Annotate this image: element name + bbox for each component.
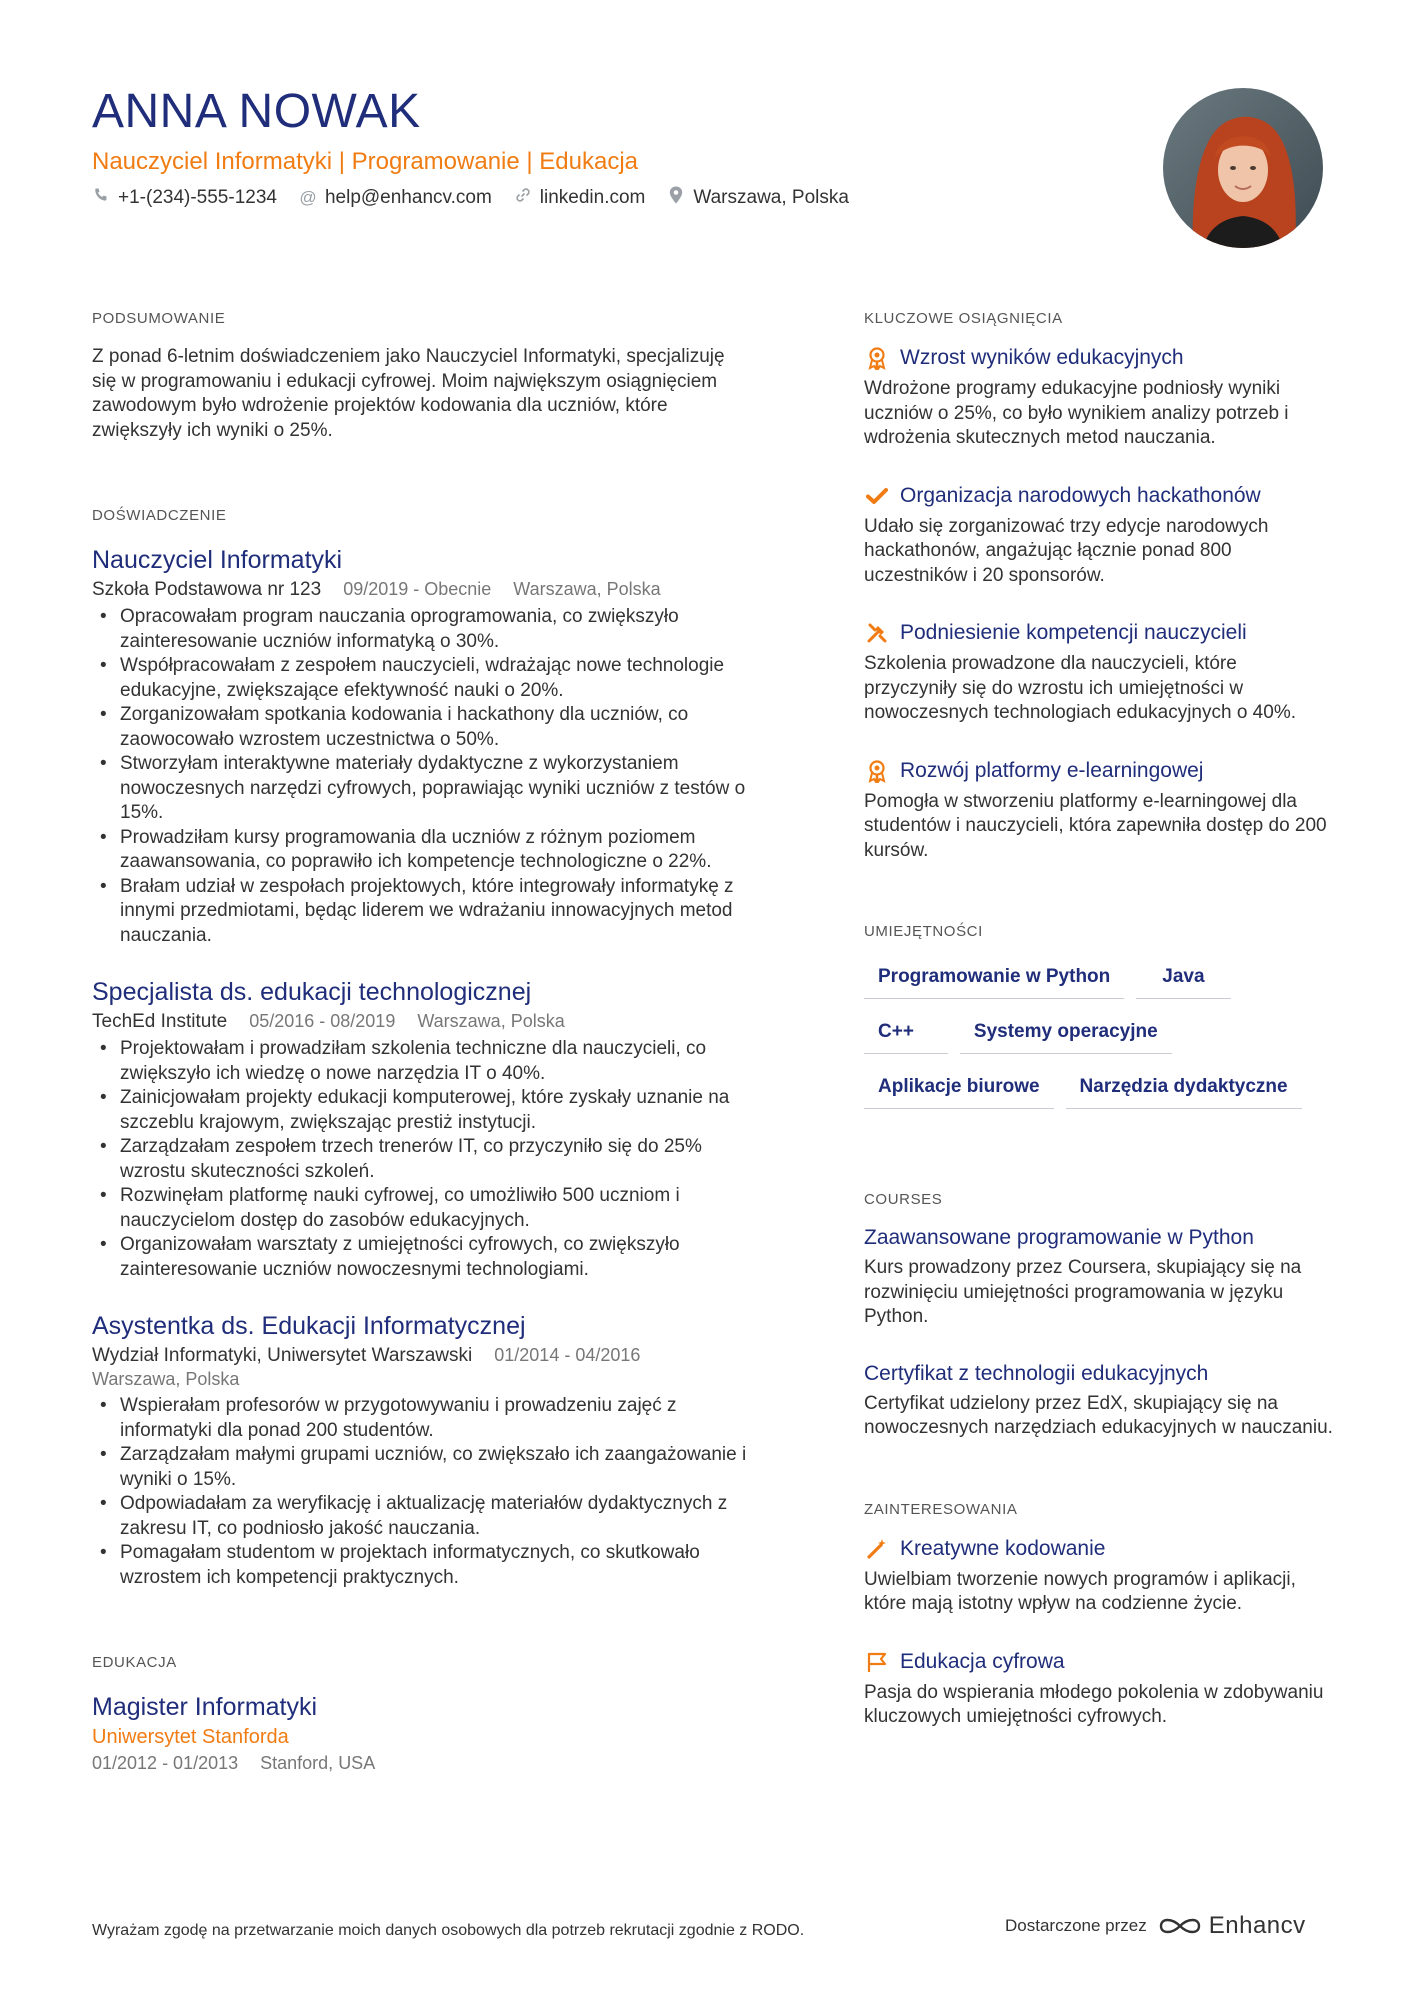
job-company: TechEd Institute xyxy=(92,1011,228,1032)
skill-tag: Programowanie w Python xyxy=(864,960,1124,999)
job-entry xyxy=(92,978,792,1282)
right-column xyxy=(864,310,1334,1762)
achievements-section xyxy=(864,310,1334,863)
contact-email[interactable] xyxy=(299,187,492,209)
experience-section xyxy=(92,507,792,1590)
interests-heading: ZAINTERESOWANIA xyxy=(864,1500,1018,1518)
bullet-item: • Zarządzałam małymi grupami uczniów, co zwiększało ich zaangażowanie i wyniki o 15%. xyxy=(92,1443,772,1492)
interest-title: Edukacja cyfrowa xyxy=(900,1649,1065,1673)
interest-title: Kreatywne kodowanie xyxy=(900,1536,1106,1560)
candidate-subtitle: Nauczyciel Informatyki | Programowanie | Edukacja xyxy=(92,148,639,175)
skills-section xyxy=(864,923,1334,1125)
flag-icon xyxy=(864,1649,890,1675)
award-icon xyxy=(864,758,890,784)
bullet-item: • Zainicjowałam projekty edukacji komputerowej, które zyskały uznanie na szczeblu krajowym, zwiększając prestiż instytucji. xyxy=(92,1086,772,1135)
education-heading: EDUKACJA xyxy=(92,1654,177,1671)
courses-heading: COURSES xyxy=(864,1191,943,1208)
powered-by[interactable] xyxy=(1005,1912,1306,1940)
job-bullets xyxy=(92,1037,772,1282)
interest-item xyxy=(864,1649,1334,1730)
achievement-item xyxy=(864,345,1334,451)
education-location: Stanford, USA xyxy=(260,1753,376,1773)
job-meta xyxy=(92,1345,792,1367)
linkedin-text: linkedin.com xyxy=(539,186,646,208)
skill-tag: Aplikacje biurowe xyxy=(864,1070,1054,1109)
education-dates: 01/2012 - 01/2013 xyxy=(92,1753,239,1773)
experience-heading: DOŚWIADCZENIE xyxy=(92,507,227,524)
powered-by-text: Dostarczone przez xyxy=(1005,1916,1147,1935)
job-dates: 01/2014 - 04/2016 xyxy=(494,1345,641,1365)
achievement-text: Wdrożone programy edukacyjne podniosły wyniki uczniów o 25%, co było wynikiem analizy potrzeb i wdrożenia skutecznych metod nauczania. xyxy=(864,378,1289,448)
interest-item xyxy=(864,1536,1334,1617)
checkmark-icon xyxy=(864,483,890,509)
profile-photo xyxy=(1163,88,1323,248)
bullet-item: • Zarządzałam zespołem trzech trenerów IT, co przyczyniło się do 25% wzrostu skuteczności szkoleń. xyxy=(92,1135,772,1184)
education-school: Uniwersytet Stanforda xyxy=(92,1726,289,1748)
job-dates: 05/2016 - 08/2019 xyxy=(249,1011,396,1031)
candidate-name: ANNA NOWAK xyxy=(92,85,421,138)
contact-bar xyxy=(92,186,871,209)
job-entry xyxy=(92,1312,792,1590)
job-title: Nauczyciel Informatyki xyxy=(92,546,343,574)
achievement-item xyxy=(864,483,1334,589)
achievement-text: Udało się zorganizować trzy edycje narodowych hackathonów, angażując łącznie ponad 800 uczestników i 20 sponsorów. xyxy=(864,515,1269,586)
job-location: Warszawa, Polska xyxy=(417,1011,565,1031)
summary-text: Z ponad 6-letnim doświadczeniem jako Nauczyciel Informatyki, specjalizuję się w programowaniu i edukacji cyfrowej. Moim największym osiągnięciem zawodowym było wdrożenie projektów kodowania dla uczniów, które zwiększyły ich wyniki o 25%. xyxy=(92,346,725,441)
achievement-title: Wzrost wyników edukacyjnych xyxy=(900,346,1184,369)
interest-text: Uwielbiam tworzenie nowych programów i aplikacji, które mają istotny wpływ na codzienne życie. xyxy=(864,1568,1296,1614)
course-item xyxy=(864,1226,1334,1330)
job-company: Szkoła Podstawowa nr 123 xyxy=(92,579,322,600)
contact-linkedin[interactable] xyxy=(514,187,646,209)
interests-section xyxy=(864,1501,1334,1730)
contact-phone[interactable] xyxy=(92,187,277,209)
job-title: Asystentka ds. Edukacji Informatycznej xyxy=(92,1312,526,1340)
education-section xyxy=(92,1654,792,1775)
course-title: Zaawansowane programowanie w Python xyxy=(864,1226,1254,1249)
at-icon: @ xyxy=(299,187,317,207)
magic-wand-icon xyxy=(864,1536,890,1562)
course-title: Certyfikat z technologii edukacyjnych xyxy=(864,1361,1209,1385)
email-text: help@enhancv.com xyxy=(324,186,492,208)
job-bullets xyxy=(92,605,792,948)
summary-section xyxy=(92,310,792,443)
achievement-text: Szkolenia prowadzone dla nauczycieli, które przyczyniły się do wzrostu ich umiejętności w nowoczesnych technologiach edukacyjnych o 40%. xyxy=(864,653,1296,723)
enhancv-logo-icon xyxy=(1157,1913,1203,1939)
bullet-item: • Wspierałam profesorów w przygotowywaniu i prowadzeniu zajęć z informatyki dla ponad 200 studentów. xyxy=(92,1394,772,1443)
job-title: Specjalista ds. edukacji technologicznej xyxy=(92,978,532,1006)
bullet-item: • Organizowałam warsztaty z umiejętności cyfrowych, co zwiększyło zainteresowanie uczniów nowoczesnymi technologiami. xyxy=(92,1233,772,1282)
location-text: Warszawa, Polska xyxy=(693,186,849,208)
education-meta xyxy=(92,1753,792,1775)
job-dates: 09/2019 - Obecnie xyxy=(343,579,492,599)
skills-heading: UMIEJĘTNOŚCI xyxy=(864,923,983,940)
phone-text: +1-(234)-555-1234 xyxy=(118,186,277,208)
skill-tag: Java xyxy=(1136,960,1230,999)
bullet-item: • Brałam udział w zespołach projektowych, które integrowały informatykę z innymi przedmiotami, będąc liderem we wdrażaniu innowacyjnych metod nauczania. xyxy=(92,875,792,949)
bullet-item: • Zorganizowałam spotkania kodowania i hackathony dla uczniów, co zaowocowało wzrostem uczestnictwa o 50%. xyxy=(92,703,792,752)
skill-tag: C++ xyxy=(864,1015,948,1054)
location-pin-icon xyxy=(667,186,685,209)
bullet-item: • Współpracowałam z zespołem nauczycieli, wdrażając nowe technologie edukacyjne, zwiększające efektywność nauki o 20%. xyxy=(92,654,792,703)
brand-name: Enhancv xyxy=(1208,1912,1306,1939)
achievement-title: Rozwój platformy e-learningowej xyxy=(900,758,1204,782)
achievement-item xyxy=(864,758,1334,864)
job-meta xyxy=(92,579,792,601)
skill-tag: Systemy operacyjne xyxy=(960,1015,1172,1054)
left-column xyxy=(92,310,792,1779)
job-location: Warszawa, Polska xyxy=(513,579,661,599)
course-item xyxy=(864,1362,1334,1441)
link-icon xyxy=(514,187,532,208)
bullet-item: • Rozwinęłam platformę nauki cyfrowej, co umożliwiło 500 uczniom i nauczycielom dostęp do zasobów edukacyjnych. xyxy=(92,1184,772,1233)
job-location: Warszawa, Polska xyxy=(92,1369,240,1389)
bullet-item: • Odpowiadałam za weryfikację i aktualizację materiałów dydaktycznych z zakresu IT, co podniosło jakość nauczania. xyxy=(92,1492,772,1541)
course-text: Kurs prowadzony przez Coursera, skupiający się na rozwinięciu umiejętności programowania w języku Python. xyxy=(864,1257,1302,1327)
achievement-title: Organizacja narodowych hackathonów xyxy=(900,483,1261,507)
courses-section xyxy=(864,1191,1334,1441)
bullet-item: • Prowadziłam kursy programowania dla uczniów z różnym poziomem zaawansowania, co poprawiło ich kompetencje technologiczne o 22%. xyxy=(92,826,792,875)
achievement-title: Podniesienie kompetencji nauczycieli xyxy=(900,621,1247,644)
education-degree: Magister Informatyki xyxy=(92,1693,318,1721)
job-company: Wydział Informatyki, Uniwersytet Warszawski xyxy=(92,1345,473,1366)
phone-icon xyxy=(92,187,110,208)
achievement-item xyxy=(864,620,1334,726)
bullet-item: • Projektowałam i prowadziłam szkolenia techniczne dla nauczycieli, co zwiększyło ich wiedzę o nowe narzędzia IT o 40%. xyxy=(92,1037,772,1086)
bullet-item: • Pomagałam studentom w projektach informatycznych, co skutkowało wzrostem ich kompetencji praktycznych. xyxy=(92,1541,772,1590)
summary-heading: PODSUMOWANIE xyxy=(92,310,226,327)
award-icon xyxy=(864,345,890,371)
job-bullets xyxy=(92,1394,772,1590)
contact-location xyxy=(667,186,849,209)
achievement-text: Pomogła w stworzeniu platformy e-learningowej dla studentów i nauczycieli, która zapewniła dostęp do 200 kursów. xyxy=(864,790,1327,861)
job-meta xyxy=(92,1011,792,1033)
course-text: Certyfikat udzielony przez EdX, skupiający się na nowoczesnych narzędziach edukacyjnych w nauczaniu. xyxy=(864,1392,1333,1438)
bullet-item: • Opracowałam program nauczania oprogramowania, co zwiększyło zainteresowanie uczniów informatyką o 30%. xyxy=(92,605,792,654)
achievements-heading: KLUCZOWE OSIĄGNIĘCIA xyxy=(864,310,1063,327)
job-entry xyxy=(92,546,792,948)
skill-tag: Narzędzia dydaktyczne xyxy=(1066,1070,1302,1109)
gdpr-consent: Wyrażam zgodę na przetwarzanie moich danych osobowych dla potrzeb rekrutacji zgodnie z RODO. xyxy=(92,1922,805,1939)
tools-icon xyxy=(864,620,890,646)
interest-text: Pasja do wspierania młodego pokolenia w zdobywaniu kluczowych umiejętności cyfrowych. xyxy=(864,1681,1324,1727)
skills-list xyxy=(864,960,1334,1125)
bullet-item: • Stworzyłam interaktywne materiały dydaktyczne z wykorzystaniem nowoczesnych narzędzi cyfrowych, poprawiając wyniki uczniów z testów o 15%. xyxy=(92,752,792,826)
